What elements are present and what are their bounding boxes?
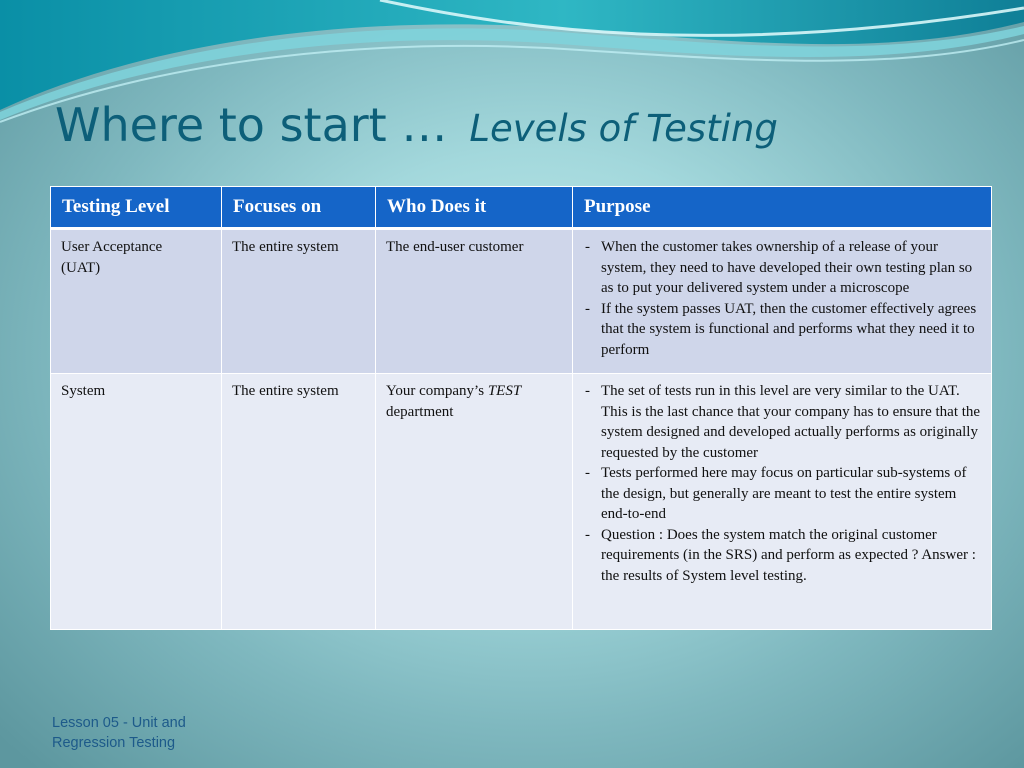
purpose-item: - If the system passes UAT, then the customer effectively agrees that the system is functional and performs what they need it to perform <box>583 299 981 361</box>
header-focuses-on: Focuses on <box>222 187 376 229</box>
purpose-list <box>583 237 981 360</box>
title-main: Where to start … <box>55 98 448 152</box>
table-header-row <box>51 187 992 229</box>
purpose-item: - Tests performed here may focus on particular sub-systems of the design, but generally are meant to test the entire system end-to-end <box>583 463 981 525</box>
purpose-item: - Question : Does the system match the original customer requirements (in the SRS) and perform as expected ? Answer : the results of System level testing. <box>583 525 981 587</box>
level-abbrev: (UAT) <box>61 259 101 276</box>
title-subtitle: Levels of Testing <box>469 107 778 150</box>
testing-levels-table <box>50 186 992 630</box>
cell-focuses-on: The entire system <box>222 229 376 374</box>
header-testing-level: Testing Level <box>51 187 222 229</box>
cell-purpose <box>573 229 992 374</box>
header-purpose: Purpose <box>573 187 992 229</box>
who-prefix: Your company’s <box>386 383 485 399</box>
cell-who-does-it: The end-user customer <box>376 229 573 374</box>
who-suffix: department <box>386 403 454 420</box>
table-row <box>51 374 992 630</box>
level-name: User Acceptance <box>61 239 163 255</box>
cell-focuses-on: The entire system <box>222 374 376 630</box>
cell-testing-level <box>51 229 222 374</box>
cell-purpose <box>573 374 992 630</box>
footer-line: Regression Testing <box>52 735 176 751</box>
cell-who-does-it <box>376 374 573 630</box>
purpose-item: - When the customer takes ownership of a release of your system, they need to have developed their own testing plan so as to put your delivered system under a microscope <box>583 237 981 299</box>
cell-testing-level: System <box>51 374 222 630</box>
purpose-item: - The set of tests run in this level are very similar to the UAT. This is the last chance that your company has to ensure that the system designed and developed actually performs as originally requested by the customer <box>583 381 981 463</box>
who-emphasis: TEST <box>487 383 522 399</box>
footer-line: Lesson 05 - Unit and <box>52 715 186 731</box>
purpose-list <box>583 381 981 586</box>
slide-footer <box>52 713 186 753</box>
table-row <box>51 229 992 374</box>
slide-title <box>55 100 778 151</box>
header-who-does-it: Who Does it <box>376 187 573 229</box>
